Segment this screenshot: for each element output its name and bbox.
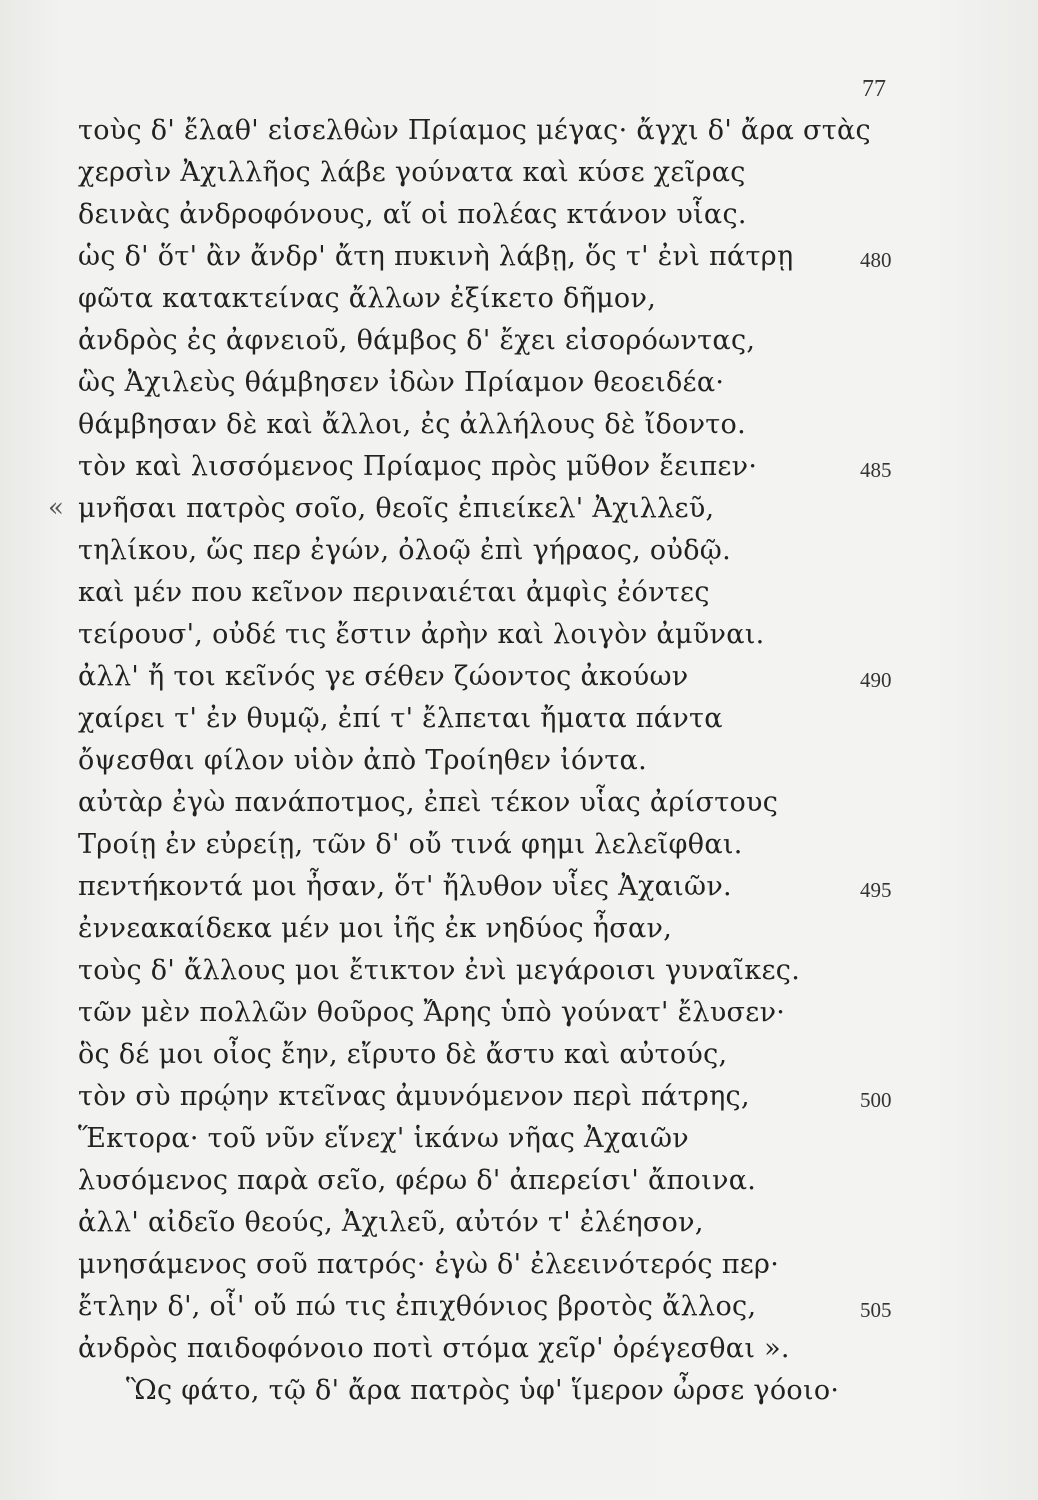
quote-marker: « [48,493,65,523]
line-number: 485 [860,458,892,482]
verse-line: δεινὰς ἀνδροφόνους, αἵ οἱ πολέας κτάνον υἷας. [78,199,747,230]
verse-line-indented: Ὣς φάτο, τῷ δ' ἄρα πατρὸς ὑφ' ἵμερον ὦρσε γόοιο· [126,1375,840,1406]
verse-line: καὶ μέν που κεῖνον περιναιέται ἀμφὶς ἐόντες [78,577,710,608]
verse-line: ἀλλ' ἤ τοι κεῖνός γε σέθεν ζώοντος ἀκούων [78,661,689,692]
verse-line: χερσὶν Ἀχιλλῆος λάβε γούνατα καὶ κύσε χεῖρας [78,157,746,188]
verse-line: τηλίκου, ὥς περ ἐγών, ὀλοῷ ἐπὶ γήραος, οὐδῷ. [78,535,731,566]
verse-line: ἀνδρὸς ἐς ἀφνειοῦ, θάμβος δ' ἔχει εἰσορόωντας, [78,325,756,356]
verse-line: τὸν σὺ πρῴην κτεῖνας ἀμυνόμενον περὶ πάτρης, [78,1081,750,1112]
verse-line: μνησάμενος σοῦ πατρός· ἐγὼ δ' ἐλεεινότερός περ· [78,1249,780,1280]
verse-line: φῶτα κατακτείνας ἄλλων ἐξίκετο δῆμον, [78,283,657,314]
verse-line: αὐτὰρ ἐγὼ πανάποτμος, ἐπεὶ τέκον υἷας ἀρίστους [78,787,779,818]
verse-line: τὸν καὶ λισσόμενος Πρίαμος πρὸς μῦθον ἔειπεν· [78,451,758,482]
line-number: 505 [860,1298,892,1322]
verse-line: ἀλλ' αἰδεῖο θεούς, Ἀχιλεῦ, αὐτόν τ' ἐλέησον, [78,1207,704,1238]
verse-line: ἐννεακαίδεκα μέν μοι ἰῆς ἐκ νηδύος ἦσαν, [78,913,673,944]
verse-line: Ἕκτορα· τοῦ νῦν εἵνεχ' ἱκάνω νῆας Ἀχαιῶν [78,1123,689,1154]
verse-line: τοὺς δ' ἄλλους μοι ἔτικτον ἐνὶ μεγάροισι γυναῖκες. [78,955,801,986]
verse-line-quoted [48,493,715,524]
verse-line-text: μνῆσαι πατρὸς σοῖο, θεοῖς ἐπιείκελ' Ἀχιλλεῦ, [78,493,715,524]
line-number: 490 [860,668,892,692]
verse-line: ἀνδρὸς παιδοφόνοιο ποτὶ στόμα χεῖρ' ὀρέγεσθαι ». [78,1333,790,1364]
line-number: 500 [860,1088,892,1112]
line-number: 480 [860,248,892,272]
verse-line: ὃς δέ μοι οἶος ἔην, εἴρυτο δὲ ἄστυ καὶ αὐτούς, [78,1039,728,1070]
verse-line: Τροίῃ ἐν εὐρείῃ, τῶν δ' οὔ τινά φημι λελεῖφθαι. [78,829,743,860]
verse-line: ὡς δ' ὅτ' ἂν ἄνδρ' ἄτη πυκινὴ λάβῃ, ὅς τ' ἐνὶ πάτρῃ [78,241,794,272]
verse-line: ὄψεσθαι φίλον υἱὸν ἀπὸ Τροίηθεν ἰόντα. [78,745,647,776]
verse-line: τοὺς δ' ἔλαθ' εἰσελθὼν Πρίαμος μέγας· ἄγχι δ' ἄρα στὰς [78,115,871,146]
verse-line: τῶν μὲν πολλῶν θοῦρος Ἄρης ὑπὸ γούνατ' ἔλυσεν· [78,997,786,1028]
verse-line: χαίρει τ' ἐν θυμῷ, ἐπί τ' ἔλπεται ἤματα πάντα [78,703,723,734]
page-number: 77 [862,76,886,102]
verse-line: πεντήκοντά μοι ἦσαν, ὅτ' ἤλυθον υἷες Ἀχαιῶν. [78,871,732,902]
verse-line: θάμβησαν δὲ καὶ ἄλλοι, ἐς ἀλλήλους δὲ ἴδοντο. [78,409,746,440]
verse-line: τείρουσ', οὐδέ τις ἔστιν ἀρὴν καὶ λοιγὸν ἀμῦναι. [78,619,765,650]
verse-line: λυσόμενος παρὰ σεῖο, φέρω δ' ἀπερείσι' ἄποινα. [78,1165,757,1196]
line-number: 495 [860,878,892,902]
verse-line: ὣς Ἀχιλεὺς θάμβησεν ἰδὼν Πρίαμον θεοειδέα· [78,367,725,398]
verse-line: ἔτλην δ', οἷ' οὔ πώ τις ἐπιχθόνιος βροτὸς ἄλλος, [78,1291,757,1322]
